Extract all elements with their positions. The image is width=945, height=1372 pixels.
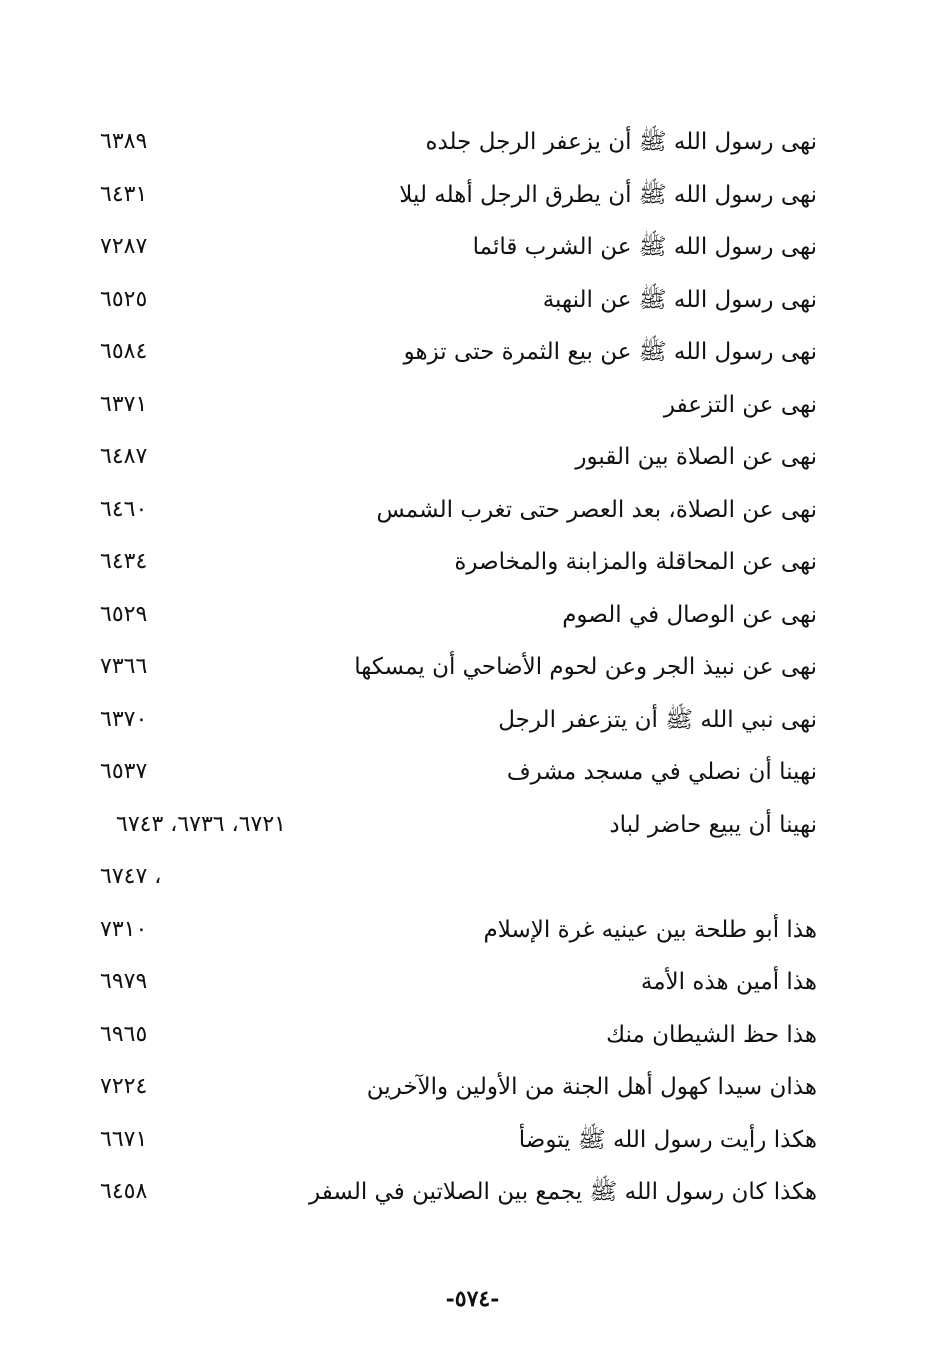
entry-reference-number: ٦٤٨٧ — [100, 444, 148, 469]
entry-text: هذا حظ الشيطان منك — [606, 1021, 817, 1048]
entry-reference-number: ٦٥٢٩ — [100, 601, 148, 627]
entry-text: هكذا كان رسول الله ﷺ يجمع بين الصلاتين في السفر — [309, 1179, 817, 1205]
entry-reference-number: ٦٣٧٠ — [100, 706, 148, 732]
index-entry — [0, 1061, 945, 1114]
entry-text: نهى نبي الله ﷺ أن يتزعفر الرجل — [498, 706, 817, 733]
index-entry — [0, 379, 945, 432]
index-entry — [0, 431, 945, 484]
entry-reference-number: ٦٤٣١ — [100, 181, 148, 207]
index-entry — [0, 1009, 945, 1062]
index-entry — [0, 641, 945, 694]
entry-text: نهينا أن نصلي في مسجد مشرف — [506, 759, 817, 785]
entry-text: هذا أبو طلحة بين عينيه غرة الإسلام — [483, 916, 817, 943]
index-entry — [0, 116, 945, 169]
entry-reference-number: ٦٥٢٥ — [100, 286, 148, 312]
index-entry — [0, 904, 945, 957]
index-entry — [0, 274, 945, 327]
index-entry — [0, 956, 945, 1009]
entry-text: نهى رسول الله ﷺ أن يطرق الرجل أهله ليلا — [399, 181, 817, 208]
entry-reference-number: ٦٩٧٩ — [100, 969, 148, 994]
entry-text: نهى رسول الله ﷺ عن النهبة — [542, 286, 817, 313]
entry-reference-number: ٦٤٣٤ — [100, 549, 148, 574]
index-entry — [0, 484, 945, 537]
index-entry — [0, 326, 945, 379]
entry-reference-number: ٦٣٧١ — [100, 391, 148, 417]
hadith-index-list — [0, 116, 945, 1219]
entry-reference-number: ٦٥٣٧ — [100, 759, 148, 784]
entry-text: هكذا رأيت رسول الله ﷺ يتوضأ — [518, 1126, 817, 1153]
entry-text: نهى عن الصلاة بين القبور — [575, 444, 817, 470]
entry-reference-number: ٧٢٢٤ — [100, 1074, 148, 1099]
entry-reference-number: ٦٣٨٩ — [100, 129, 148, 154]
index-entry — [0, 169, 945, 222]
index-entry-continuation — [0, 851, 945, 904]
entry-reference-number: ٧٣١٠ — [100, 916, 148, 942]
entry-reference-number: ٦٥٨٤ — [100, 339, 148, 364]
index-entry — [0, 536, 945, 589]
entry-reference-number: ، ٦٧٤٧ — [100, 864, 162, 889]
entry-text: نهى عن التزعفر — [663, 391, 817, 418]
index-entry — [0, 589, 945, 642]
index-entry — [0, 799, 945, 852]
index-entry — [0, 1166, 945, 1219]
entry-text: نهى رسول الله ﷺ أن يزعفر الرجل جلده — [425, 129, 817, 155]
entry-text: هذان سيدا كهول أهل الجنة من الأولين والآخرين — [366, 1074, 817, 1100]
entry-reference-number: ٦٤٥٨ — [100, 1179, 148, 1204]
entry-text: نهى عن المحاقلة والمزابنة والمخاصرة — [454, 549, 817, 575]
entry-text: هذا أمين هذه الأمة — [640, 969, 817, 995]
entry-text: نهينا أن يبيع حاضر لباد — [609, 811, 817, 838]
index-entry — [0, 1114, 945, 1167]
entry-reference-number: ٧٢٨٧ — [100, 234, 148, 259]
entry-reference-number: ٦٤٦٠ — [100, 496, 148, 522]
entry-text: نهى رسول الله ﷺ عن الشرب قائما — [472, 234, 817, 260]
entry-reference-number: ٦٦٧١ — [100, 1126, 148, 1152]
entry-reference-number: ٧٣٦٦ — [100, 654, 148, 679]
entry-reference-numbers: ٦٧٢١، ٦٧٣٦، ٦٧٤٣ — [116, 811, 286, 837]
index-entry — [0, 221, 945, 274]
index-entry — [0, 746, 945, 799]
index-entry — [0, 694, 945, 747]
entry-text: نهى عن الوصال في الصوم — [562, 601, 817, 628]
entry-reference-number: ٦٩٦٥ — [100, 1021, 148, 1047]
entry-text: نهى عن الصلاة، بعد العصر حتى تغرب الشمس — [376, 496, 817, 523]
page-number: -٥٧٤- — [445, 1286, 500, 1312]
entry-text: نهى رسول الله ﷺ عن بيع الثمرة حتى تزهو — [403, 339, 817, 365]
entry-text: نهى عن نبيذ الجر وعن لحوم الأضاحي أن يمسكها — [354, 654, 817, 680]
